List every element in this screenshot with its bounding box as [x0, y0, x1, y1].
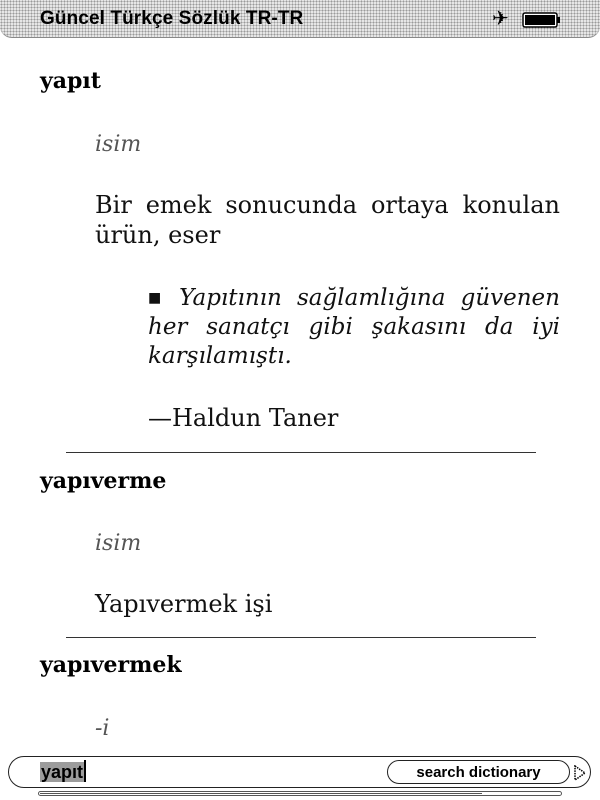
battery-icon — [522, 12, 562, 28]
scroll-indicator[interactable] — [38, 791, 562, 796]
entry-headword: yapıt — [40, 68, 101, 94]
entry-part-of-speech: isim — [95, 132, 142, 157]
bullet-icon: ■ — [148, 290, 170, 306]
search-input[interactable] — [40, 760, 380, 784]
airplane-mode-icon: ✈ — [492, 6, 509, 30]
chevron-right-icon[interactable] — [573, 765, 587, 781]
text-cursor — [84, 760, 86, 782]
search-dictionary-button[interactable]: search dictionary — [387, 760, 570, 784]
entry-headword: yapıverme — [40, 468, 167, 494]
entry-divider — [66, 452, 536, 453]
example-text: Yapıtının sağlamlığına güvenen her sanatçı gibi şakasını da iyi karşılamıştı. — [148, 285, 560, 369]
search-bar — [8, 756, 591, 788]
app-title: Güncel Türkçe Sözlük TR-TR — [40, 8, 304, 29]
example-attribution: —Haldun Taner — [148, 404, 339, 432]
entry-part-of-speech: -i — [95, 716, 110, 741]
entry-divider — [66, 637, 536, 638]
entry-headword: yapıvermek — [40, 652, 182, 678]
entry-definition: Bir emek sonucunda ortaya konulan ürün, eser — [95, 191, 560, 249]
battery-fill — [525, 15, 555, 25]
entry-definition: Yapıvermek işi — [95, 590, 273, 618]
entry-example — [148, 284, 560, 371]
dictionary-content[interactable] — [0, 38, 600, 753]
entry-part-of-speech: isim — [95, 531, 142, 556]
scroll-thumb[interactable] — [40, 793, 482, 794]
title-bar — [0, 0, 600, 38]
search-input-text: yapıt — [41, 762, 84, 782]
